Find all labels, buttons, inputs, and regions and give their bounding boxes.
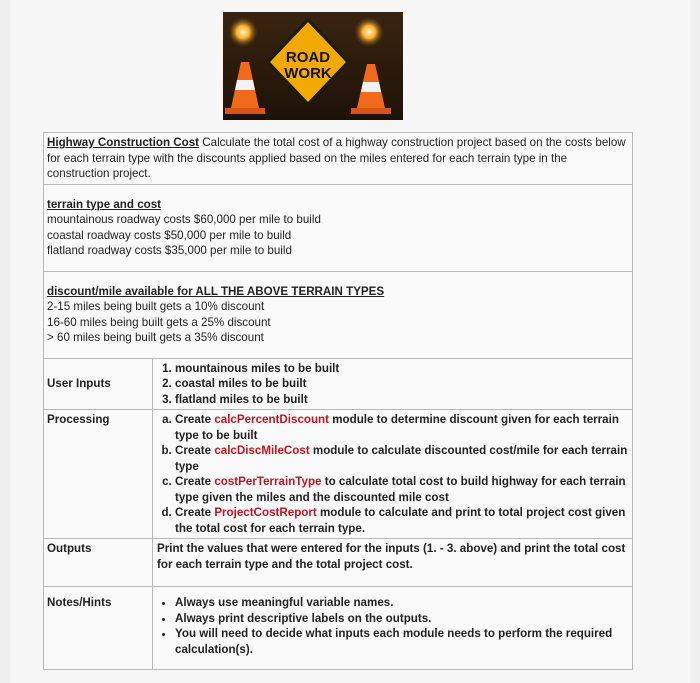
terrain-line: mountainous roadway costs $60,000 per mile to build: [47, 213, 321, 226]
sign-text-road: ROAD: [285, 49, 331, 66]
list-item: 1. mountainous miles to be built: [175, 361, 629, 377]
item-text: module to determine discount given for each terrain type to be built: [175, 413, 619, 442]
processing-content: [152, 410, 632, 538]
terrain-line: coastal roadway costs $50,000 per mile to build: [47, 228, 292, 242]
item-text: module to calculate and print to total project cost given the total cost for each terrain type.: [175, 506, 626, 535]
user-inputs-list: [157, 361, 629, 408]
discount-line: 16-60 miles being built gets a 25% discount: [47, 315, 271, 329]
item-text: to calculate total cost to build highway for each terrain type given the miles and the discounted mile cost: [175, 475, 626, 504]
user-inputs-content: [152, 359, 632, 410]
list-item: • You will need to decide what inputs each module needs to perform the required calculation(s).: [175, 626, 629, 657]
assignment-table: [43, 132, 633, 670]
item-prefix: Create: [175, 506, 215, 519]
list-item: 3. flatland miles to be built: [175, 392, 629, 408]
road-work-illustration: [223, 12, 403, 120]
item-prefix: Create: [175, 475, 215, 488]
terrain-heading: terrain type and cost: [47, 197, 162, 211]
list-item: [175, 443, 629, 474]
outputs-label: Outputs: [47, 542, 92, 555]
warning-light-right: [353, 16, 385, 48]
outputs-row: [44, 539, 632, 587]
spacer: [47, 346, 629, 356]
discount-line: 2-15 miles being built gets a 10% discount: [47, 300, 265, 313]
processing-list: [157, 412, 629, 536]
processing-row: [44, 410, 632, 539]
list-item: • Always use meaningful variable names.: [175, 595, 629, 611]
notes-label: Notes/Hints: [47, 596, 112, 609]
spacer: [47, 259, 629, 269]
list-item: 2. coastal miles to be built: [175, 376, 629, 392]
discount-heading: discount/mile available for ALL THE ABOVE TERRAIN TYPES: [47, 284, 385, 298]
processing-label: Processing: [47, 413, 110, 426]
item-prefix: Create: [175, 413, 215, 426]
intro-section: [44, 133, 632, 185]
user-inputs-label: User Inputs: [47, 376, 111, 390]
discount-line: > 60 miles being built gets a 35% discount: [47, 331, 264, 344]
module-name: costPerTerrainType: [214, 475, 322, 488]
user-inputs-row: [44, 359, 632, 411]
notes-content: [152, 587, 632, 669]
intro-title: Highway Construction Cost: [47, 136, 200, 149]
warning-light-left: [227, 16, 259, 48]
notes-list: [157, 595, 629, 657]
list-item: [175, 474, 629, 505]
list-item: • Always print descriptive labels on the outputs.: [175, 611, 629, 627]
intro-text: Calculate the total cost of a highway construction project based on the costs below for each terrain type with the discounts applied based on the miles entered for each terrain type in the construction project.: [47, 136, 626, 180]
sign-text-work: WORK: [284, 65, 332, 82]
spacer: [47, 274, 629, 284]
terrain-section: [44, 185, 632, 272]
road-work-banner: [223, 12, 403, 120]
item-prefix: Create: [175, 444, 215, 457]
list-item: [175, 412, 629, 443]
module-name: ProjectCostReport: [214, 506, 317, 519]
item-text: module to calculate discounted cost/mile for each terrain type: [175, 444, 628, 473]
list-item: [175, 505, 629, 536]
module-name: calcDiscMileCost: [214, 444, 310, 457]
module-name: calcPercentDiscount: [214, 413, 330, 426]
notes-row: [44, 587, 632, 669]
discount-section: [44, 272, 632, 359]
terrain-line: flatland roadway costs $35,000 per mile to build: [47, 244, 292, 257]
spacer: [47, 187, 629, 197]
outputs-text: Print the values that were entered for the inputs (1. - 3. above) and print the total cost for each terrain type and the total project cost.: [152, 539, 632, 586]
